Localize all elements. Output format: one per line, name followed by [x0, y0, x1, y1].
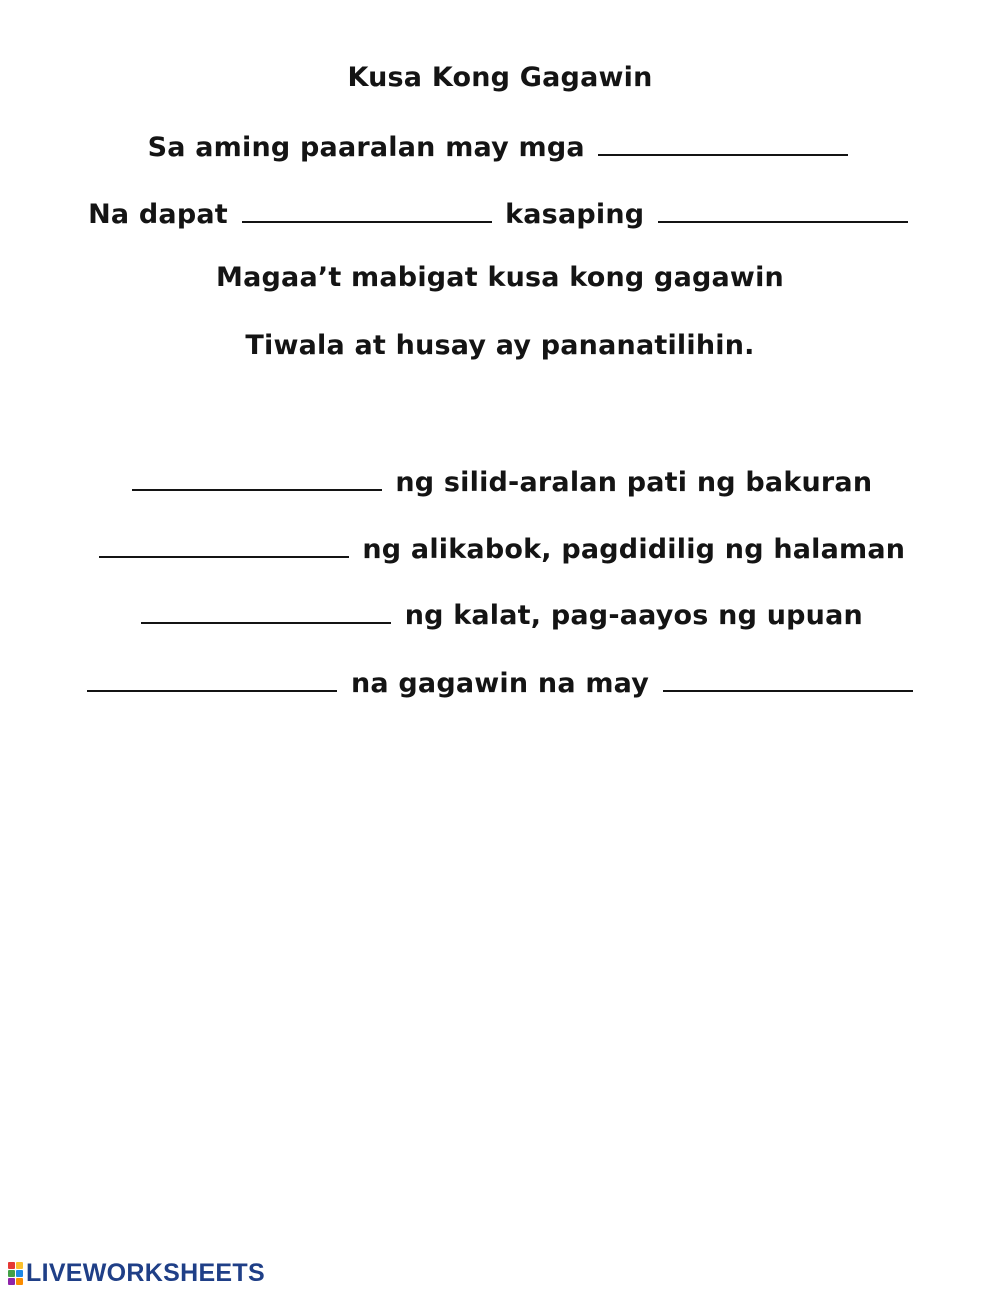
blank-5[interactable]: [99, 530, 349, 558]
worksheet-title: Kusa Kong Gagawin: [347, 62, 653, 93]
stanza2-line1: [0, 463, 1000, 500]
liveworksheets-logo-icon: [8, 1262, 23, 1285]
stanza1-line2-text-a: Na dapat: [88, 199, 228, 230]
stanza2-line2: [0, 530, 1000, 567]
logo-square: [8, 1278, 15, 1285]
stanza2-line4: [0, 664, 1000, 701]
logo-square: [16, 1270, 23, 1277]
blank-2[interactable]: [242, 195, 492, 223]
blank-7[interactable]: [87, 664, 337, 692]
logo-square: [8, 1262, 15, 1269]
stanza1-line4: Tiwala at husay ay pananatilihin.: [245, 330, 755, 361]
logo-square: [16, 1262, 23, 1269]
stanza2-line2-text: ng alikabok, pagdidilig ng halaman: [362, 534, 906, 565]
stanza1-line1: [0, 128, 1000, 165]
stanza2-line3: [0, 596, 1000, 633]
stanza1-line3: Magaa’t mabigat kusa kong gagawin: [216, 262, 784, 293]
stanza1-line1-text: Sa aming paaralan may mga: [147, 132, 585, 163]
stanza2-line1-text: ng silid-aralan pati ng bakuran: [395, 467, 873, 498]
blank-4[interactable]: [132, 463, 382, 491]
stanza2-line3-text: ng kalat, pag-aayos ng upuan: [404, 600, 863, 631]
logo-square: [8, 1270, 15, 1277]
logo-square: [16, 1278, 23, 1285]
stanza2-line4-text: na gagawin na may: [350, 668, 650, 699]
brand-name: LIVEWORKSHEETS: [26, 1258, 265, 1287]
blank-6[interactable]: [141, 596, 391, 624]
stanza1-line2: [0, 195, 1000, 232]
blank-8[interactable]: [663, 664, 913, 692]
blank-1[interactable]: [598, 128, 848, 156]
stanza1-line2-text-b: kasaping: [505, 199, 645, 230]
footer-brand: [8, 1258, 265, 1288]
blank-3[interactable]: [658, 195, 908, 223]
